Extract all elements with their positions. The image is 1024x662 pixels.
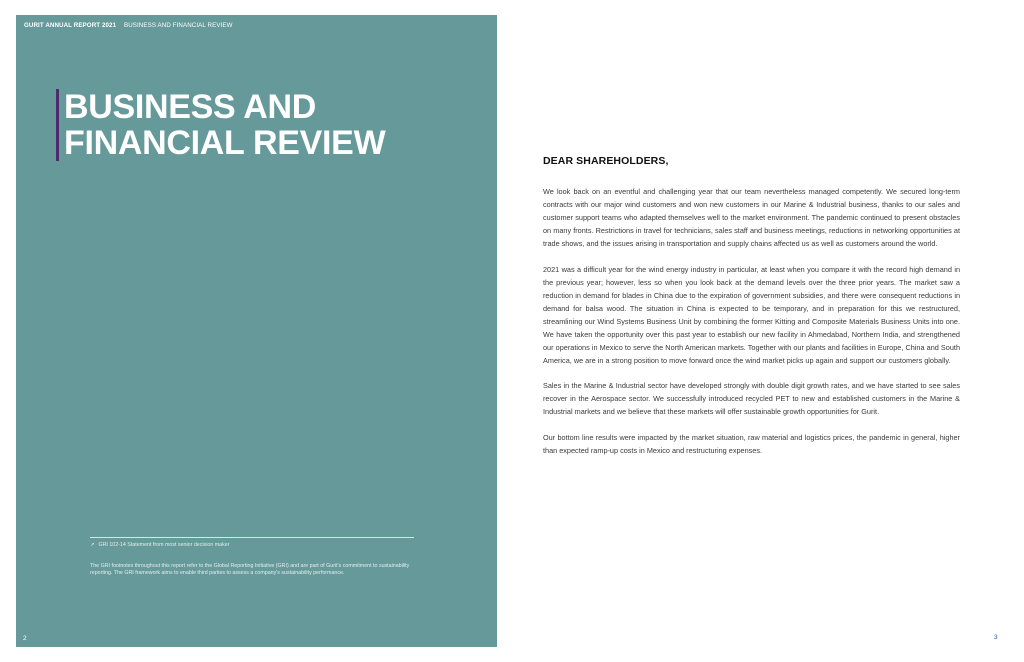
page-number-left: 2 — [23, 635, 27, 642]
letter-paragraph: Sales in the Marine & Industrial sector have developed strongly with double digit growth rates, and we have started to see sales recover in the Aerospace sector. We successfully introduced recycled PET to new and established customers in the Marine & Industrial markets and we believe that these markets will offer sustainable growth opportunities for Gurit. — [543, 381, 960, 416]
report-brand: GURIT ANNUAL REPORT 2021 — [24, 22, 117, 29]
page-title — [56, 89, 385, 161]
page-title-line-1: BUSINESS AND — [64, 88, 317, 126]
gri-reference-link[interactable] — [90, 542, 420, 548]
page-title-line-2: FINANCIAL REVIEW — [64, 124, 386, 162]
letter-paragraph: We look back on an eventful and challenging year that our team nevertheless managed competently. We secured long-term contracts with our major wind customers and won new customers in our Marine & Industrial business, thanks to our sales and customer support teams who adapted themselves well to the market environment. The pandemic continued to present obstacles on many fronts. Restrictions in travel for technicians, sales staff and business meetings, reductions in networking opportunities at trade shows, and the issues arising in transportation and supply chains affected us as well as customers around the world. — [543, 187, 960, 248]
left-page-panel — [16, 15, 497, 647]
external-link-arrow-icon: ↗ — [90, 542, 95, 548]
gri-reference-text: GRI 102-14 Statement from most senior decision maker — [98, 542, 230, 548]
page-number-right: 3 — [994, 634, 998, 641]
section-name: BUSINESS AND FINANCIAL REVIEW — [123, 22, 233, 29]
letter-salutation: DEAR SHAREHOLDERS, — [543, 155, 669, 167]
letter-paragraph: 2021 was a difficult year for the wind energy industry in particular, at least when you compare it with the record high demand in the previous year; however, less so when you look back at the demand levels over the three prior years. The market saw a reduction in demand for blades in China due to the expiration of government subsidies, and there were consequent reductions in demand for balsa wood. The situation in China is expected to be temporary, and in preparation for this we restructured, streamlining our Wind Systems Business Unit by combining the former Kitting and Composite Materials Business Units into one. We have taken the opportunity over this past year to establish our new facility in Ahmedabad, Northern India, and strengthened our operations in Mexico to serve the North American markets. Together with our plants and facilities in Europe, China and South America, we are in a strong position to move forward once the wind market picks up again and support our customers globally. — [543, 264, 960, 365]
gri-divider — [90, 537, 414, 538]
running-header — [24, 22, 233, 29]
letter-paragraph: Our bottom line results were impacted by the market situation, raw material and logistics prices, the pandemic in general, higher than expected ramp-up costs in Mexico and restructuring expenses. — [543, 432, 960, 455]
gri-footnote: The GRI footnotes throughout this report refer to the Global Reporting Initiative (GRI) and are part of Gurit's commitment to sustainability reporting. The GRI framework aims to enable third parties to assess a company's sustainability performance. — [90, 563, 410, 576]
shareholder-letter — [543, 155, 960, 469]
